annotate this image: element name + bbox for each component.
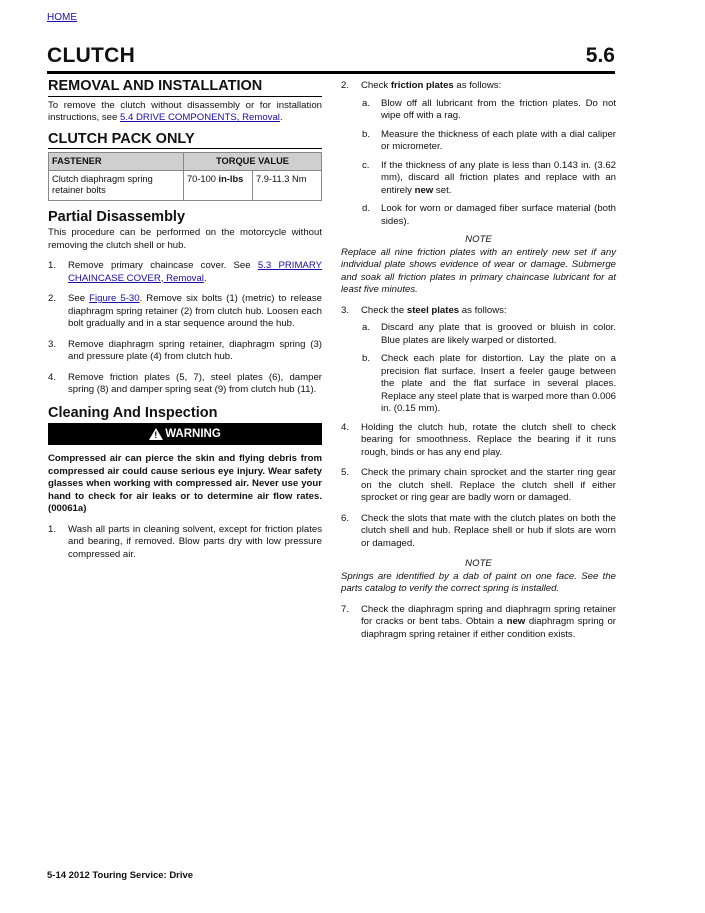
note-label: NOTE	[465, 558, 492, 569]
list-item: 4. Remove friction plates (5, 7), steel plates (6), damper spring (8) and damper spring seat (9) from clutch hub (11).	[48, 371, 322, 395]
header-rule	[47, 71, 615, 74]
list-item: 2. See Figure 5-30. Remove six bolts (1) (metric) to release diaphragm spring retainer (2) from clutch hub. Loosen each bolt gradually and in a star sequence around the hub.	[48, 293, 322, 329]
fastener-cell: Clutch diaphragm spring retainer bolts	[49, 170, 184, 200]
list-item: 2. Check friction plates as follows:	[341, 80, 502, 91]
warning-text: Compressed air can pierce the skin and flying debris from compressed air could cause serious eye injury. Wear safety glasses when working with compressed air. Never use your hand to check for air leaks or to determine air flow rates. (00061a)	[48, 453, 322, 514]
list-item: b. Measure the thickness of each plate with a dial caliper or micrometer.	[362, 128, 616, 152]
list-item: 1. Wash all parts in cleaning solvent, except for friction plates and bearing, if removed. Blow parts dry with low pressure compressed air.	[48, 523, 322, 560]
list-item: a. Blow off all lubricant from the friction plates. Do not wipe off with a rag.	[362, 97, 616, 121]
chapter-title: CLUTCH	[47, 44, 136, 67]
list-item: 5. Check the primary chain sprocket and the starter ring gear on the clutch shell. Replace the clutch shell if either sprocket or ring gear are badly worn or damaged.	[341, 467, 616, 503]
list-item: 1. Remove primary chaincase cover. See 5.3 PRIMARY CHAINCASE COVER, Removal.	[48, 260, 322, 284]
list-item: 6. Check the slots that mate with the clutch plates on both the clutch shell and hub. Replace shell or hub if slots are worn or damaged.	[341, 512, 616, 549]
warning-label: WARNING	[165, 427, 221, 440]
drive-components-link[interactable]: 5.4 DRIVE COMPONENTS, Removal	[120, 112, 280, 123]
list-item: 3. Remove diaphragm spring retainer, diaphragm spring (3) and pressure plate (4) from clutch hub.	[48, 338, 322, 362]
figure-link[interactable]: Figure 5-30	[89, 293, 140, 304]
list-item: a. Discard any plate that is grooved or bluish in color. Blue plates are likely warped or distorted.	[362, 322, 616, 346]
cleaning-heading: Cleaning And Inspection	[48, 404, 218, 421]
torque-imperial-cell: 70-100 in-lbs	[184, 170, 253, 200]
left-column	[48, 80, 322, 569]
page-footer: 5-14 2012 Touring Service: Drive	[47, 870, 194, 881]
list-item: 7. Check the diaphragm spring and diaphragm spring retainer for cracks or bent tabs. Obtain a new diaphragm spring or diaphragm spring retainer if either condition exists.	[341, 603, 616, 640]
list-item: 4. Holding the clutch hub, rotate the clutch shell to check bearing for smoothness. Replace the bearing if it runs rough, binds or has any end play.	[341, 421, 616, 458]
warning-banner	[48, 423, 322, 445]
home-link[interactable]: HOME	[47, 12, 77, 23]
list-item: d. Look for worn or damaged fiber surface material (both sides).	[362, 203, 616, 227]
chapter-header	[47, 44, 615, 70]
clutch-pack-heading: CLUTCH PACK ONLY	[48, 133, 322, 150]
table-row	[49, 170, 322, 200]
list-item: c. If the thickness of any plate is less than 0.143 in. (3.62 mm), discard all friction plates and replace with an entirely new set.	[362, 159, 616, 196]
torque-table	[48, 152, 322, 201]
removal-paragraph: To remove the clutch without disassembly or for installation instructions, see 5.4 DRIVE COMPONENTS, Removal.	[48, 99, 322, 123]
torque-column-header: TORQUE VALUE	[184, 153, 322, 171]
partial-intro: This procedure can be performed on the motorcycle without removing the clutch shell or hub.	[48, 227, 322, 251]
partial-disassembly-heading: Partial Disassembly	[48, 208, 186, 225]
primary-chaincase-link[interactable]: 5.3 PRIMARY CHAINCASE COVER, Removal	[68, 260, 322, 284]
chapter-number: 5.6	[585, 44, 615, 67]
list-item: b. Check each plate for distortion. Lay the plate on a precision flat surface. Insert a feeler gauge between the plate and the flat surface in several places. Replace any steel plate that is warped more than 0.006 in. (0.15 mm).	[362, 353, 616, 414]
removal-heading: REMOVAL AND INSTALLATION	[48, 80, 322, 97]
torque-table-header	[49, 153, 322, 171]
list-item: 3. Check the steel plates as follows:	[341, 304, 507, 316]
fastener-column-header: FASTENER	[49, 153, 184, 171]
torque-metric-cell: 7.9-11.3 Nm	[253, 170, 322, 200]
warning-icon	[149, 428, 163, 440]
note-label: NOTE	[465, 234, 492, 245]
note-text: Replace all nine friction plates with an entirely new set if any individual plate shows evidence of wear or damage. Submerge and soak all friction plates in primary chaincase lubricant for at least five minutes.	[341, 246, 616, 295]
note-text: Springs are identified by a dab of paint on one face. See the parts catalog to verify the correct spring is installed.	[341, 570, 616, 594]
right-column	[341, 80, 616, 649]
